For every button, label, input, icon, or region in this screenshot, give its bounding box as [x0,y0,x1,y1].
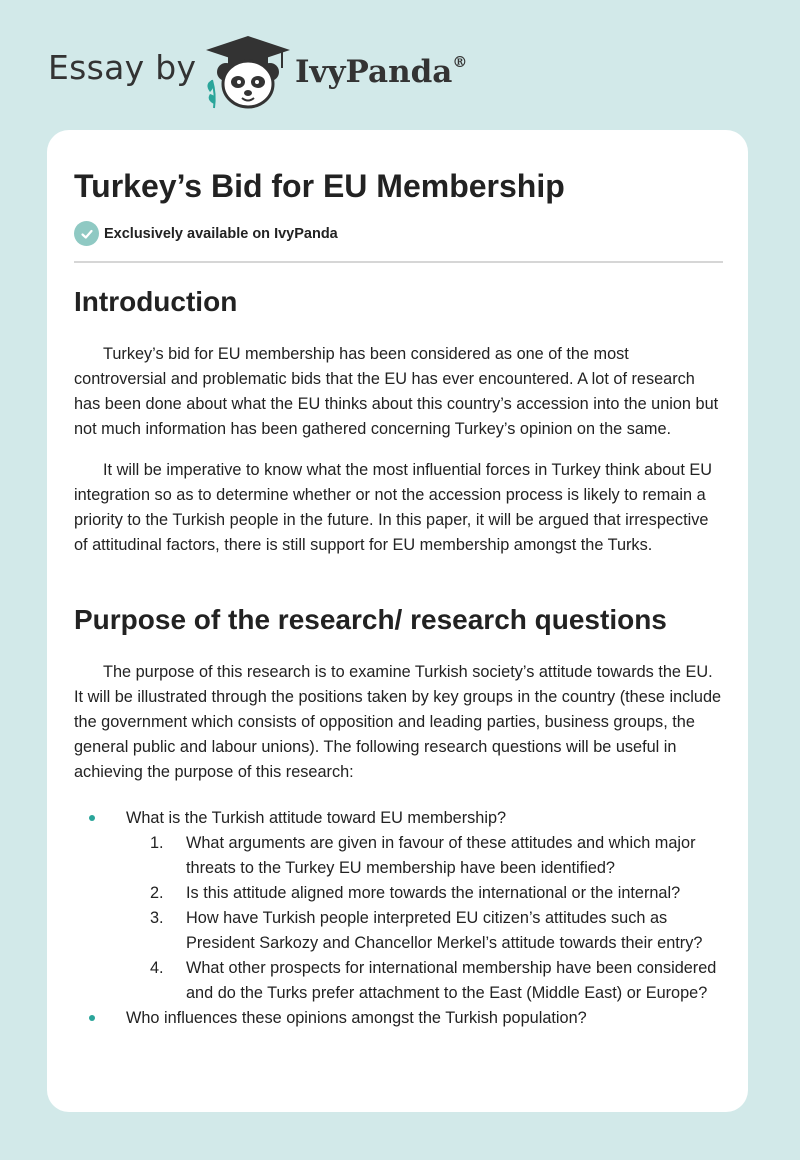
sub-question-text: What arguments are given in favour of these attitudes and which major threats to the Turkey EU membership have been identified? [186,834,696,877]
question-text: Who influences these opinions amongst the Turkish population? [126,1009,587,1027]
sub-question-text: What other prospects for international membership have been considered and do the Turks prefer attachment to the East (Middle East) or Europe? [186,959,717,1002]
essay-card [47,130,748,1112]
check-circle-icon [74,221,99,246]
section-heading-introduction: Introduction [74,286,238,317]
list-item [74,806,734,831]
question-text: What is the Turkish attitude toward EU membership? [126,809,507,827]
list-number: 4. [150,959,164,977]
list-number: 3. [150,909,164,927]
sub-question-text: How have Turkish people interpreted EU citizen’s attitudes such as President Sarkozy and Chancellor Merkel’s attitude towards their entry? [186,909,703,952]
intro-paragraph-2: It will be imperative to know what the most influential forces in Turkey think about EU integration so as to determine whether or not the accession process is likely to remain a priority to the Turkish people in the future. In this paper, it will be argued that irrespective of attitudinal factors, there is still support for EU membership amongst the Turks. [74,461,713,554]
list-item [74,831,734,881]
page-title: Turkey’s Bid for EU Membership [74,168,565,204]
brand-label: IvyPanda [295,54,453,90]
brand-name[interactable] [295,54,467,90]
section-heading-purpose: Purpose of the research/ research questions [74,604,667,635]
exclusive-badge [74,221,338,246]
intro-paragraph-1: Turkey’s bid for EU membership has been considered as one of the most controversial and problematic bids that the EU has ever encountered. A lot of research has been done about what the EU thinks about this country’s accession into the union but not much information has been gathered concerning Turkey’s opinion on the same. [74,345,719,438]
list-item [74,1006,734,1031]
list-item [74,956,734,1006]
list-number: 1. [150,834,164,852]
purpose-paragraph: The purpose of this research is to examine Turkish society’s attitude towards the EU. It will be illustrated through the positions taken by key groups in the country (these include the government which consists of opposition and leading parties, business groups, the general public and labour unions). The following research questions will be useful in achieving the purpose of this research: [74,663,722,781]
sub-question-list [74,831,734,1006]
list-item [74,881,734,906]
bullet-icon [89,815,95,821]
essay-by-label: Essay by [48,48,197,87]
bullet-icon [89,1015,95,1021]
registered-mark: ® [452,52,468,71]
panda-logo-icon[interactable] [202,34,294,110]
divider [74,261,723,263]
list-item [74,906,734,956]
sub-question-text: Is this attitude aligned more towards the international or the internal? [186,884,681,902]
research-questions-list [74,806,734,1031]
site-header [48,34,648,114]
exclusive-badge-text: Exclusively available on IvyPanda [104,225,338,242]
list-number: 2. [150,884,164,902]
